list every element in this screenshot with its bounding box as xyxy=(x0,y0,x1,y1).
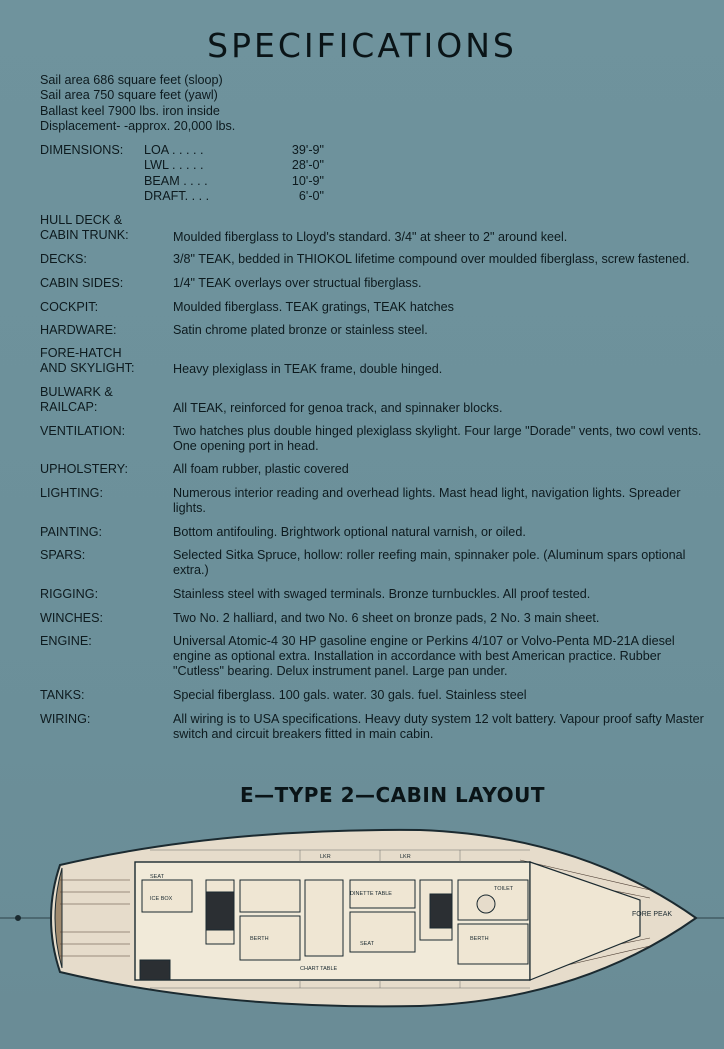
spec-label: HARDWARE: xyxy=(40,323,117,337)
cockpit-grating xyxy=(206,892,234,930)
spec-value: Two No. 2 halliard, and two No. 6 sheet on bronze pads, 2 No. 3 main sheet. xyxy=(173,611,600,625)
spec-value: Selected Sitka Spruce, hollow: roller reefing main, spinnaker pole. (Aluminum spars optional extra.) xyxy=(173,548,686,578)
cabin-layout-plan xyxy=(0,820,724,1049)
spec-label: ENGINE: xyxy=(40,634,92,648)
spec-value: Stainless steel with swaged terminals. Bronze turnbuckles. All proof tested. xyxy=(173,587,591,601)
spec-label: SPARS: xyxy=(40,548,86,562)
plan-label-chart-table: CHART TABLE xyxy=(300,966,338,972)
dimension-key: DRAFT. . . . xyxy=(144,188,210,203)
plan-label-toilet: TOILET xyxy=(494,886,514,892)
spec-label: HULL DECK & CABIN TRUNK: xyxy=(40,213,129,243)
spec-value: Special fiberglass. 100 gals. water. 30 gals. fuel. Stainless steel xyxy=(173,688,527,702)
spec-label: UPHOLSTERY: xyxy=(40,462,128,476)
plan-label-locker-2: LKR xyxy=(400,854,411,860)
plan-label-ice-box: ICE BOX xyxy=(150,896,173,902)
spec-value: Moulded fiberglass. TEAK gratings, TEAK hatches xyxy=(173,300,454,314)
plan-label-dinette: DINETTE TABLE xyxy=(350,891,392,897)
spec-label: WIRING: xyxy=(40,712,91,726)
spec-value: 3/8" TEAK, bedded in THIOKOL lifetime compound over moulded fiberglass, screw fastened. xyxy=(173,252,690,266)
dimensions-label: DIMENSIONS: xyxy=(40,143,124,157)
spec-value: Moulded fiberglass to Lloyd's standard. 3/4" at sheer to 2" around keel. xyxy=(173,230,568,244)
intro-block xyxy=(40,73,235,134)
dimension-key: BEAM . . . . xyxy=(144,173,208,188)
spec-value: Universal Atomic-4 30 HP gasoline engine or Perkins 4/107 or Volvo-Penta MD-21A diesel engine as optional extra. Installation in accordance with best American practice. Rubber "Cutless" bearing. Delux instrument panel. Large pan under. xyxy=(173,634,675,679)
plan-label-berth: BERTH xyxy=(250,936,269,942)
spec-label: BULWARK & RAILCAP: xyxy=(40,385,113,415)
dimension-value: 39'-9" xyxy=(291,143,324,157)
spec-value: Satin chrome plated bronze or stainless steel. xyxy=(173,323,428,337)
toilet-fixture xyxy=(477,895,495,913)
plan-label-berth-2: BERTH xyxy=(470,936,489,942)
plan-label-seat-2: SEAT xyxy=(360,941,374,947)
spec-label: PAINTING: xyxy=(40,525,103,539)
dimension-key: LOA . . . . . xyxy=(144,143,204,157)
spec-label: TANKS: xyxy=(40,688,85,702)
dimension-key: LWL . . . . . xyxy=(144,158,204,173)
spec-value: 1/4" TEAK overlays over structual fiberglass. xyxy=(173,276,422,290)
intro-line: Displacement- -approx. 20,000 lbs. xyxy=(40,118,236,133)
plan-label-fore-peak: FORE PEAK xyxy=(632,911,673,918)
spec-value: Numerous interior reading and overhead lights. Mast head light, navigation lights. Spreader lights. xyxy=(173,486,681,516)
intro-line: Sail area 750 square feet (yawl) xyxy=(40,88,218,103)
spec-label: VENTILATION: xyxy=(40,424,126,438)
spec-label: WINCHES: xyxy=(40,611,103,625)
spec-label: DECKS: xyxy=(40,252,87,266)
dimension-value: 28'-0" xyxy=(291,158,324,173)
spec-value: Two hatches plus double hinged plexiglass skylight. Four large "Dorade" vents, two cowl vents. One opening port in head. xyxy=(173,424,702,454)
spec-label: FORE-HATCH AND SKYLIGHT: xyxy=(40,346,135,376)
spec-label: CABIN SIDES: xyxy=(40,276,124,290)
intro-line: Ballast keel 7900 lbs. iron inside xyxy=(40,103,220,118)
dimension-value: 10'-9" xyxy=(291,173,324,188)
layout-title: E—TYPE 2—CABIN LAYOUT xyxy=(240,783,545,807)
forward-grating xyxy=(430,894,452,928)
plan-label-seat: SEAT xyxy=(150,874,164,880)
page-title: SPECIFICATIONS xyxy=(207,26,517,65)
spec-value: All TEAK, reinforced for genoa track, and spinnaker blocks. xyxy=(173,401,503,415)
intro-line: Sail area 686 square feet (sloop) xyxy=(40,73,223,87)
spec-value: Heavy plexiglass in TEAK frame, double hinged. xyxy=(173,362,443,376)
spec-label: COCKPIT: xyxy=(40,300,99,314)
spec-value: All wiring is to USA specifications. Heavy duty system 12 volt battery. Vapour proof safty Master switch and circuit breakers fitted in main cabin. xyxy=(173,712,704,742)
plan-label-locker: LKR xyxy=(320,854,331,860)
spec-label: RIGGING: xyxy=(40,587,99,601)
spec-value: Bottom antifouling. Brightwork optional natural varnish, or oiled. xyxy=(173,525,526,539)
dimension-value: 6'-0" xyxy=(298,188,324,203)
stern-mark xyxy=(16,916,21,921)
spec-label: LIGHTING: xyxy=(40,486,103,500)
spec-value: All foam rubber, plastic covered xyxy=(173,462,349,476)
